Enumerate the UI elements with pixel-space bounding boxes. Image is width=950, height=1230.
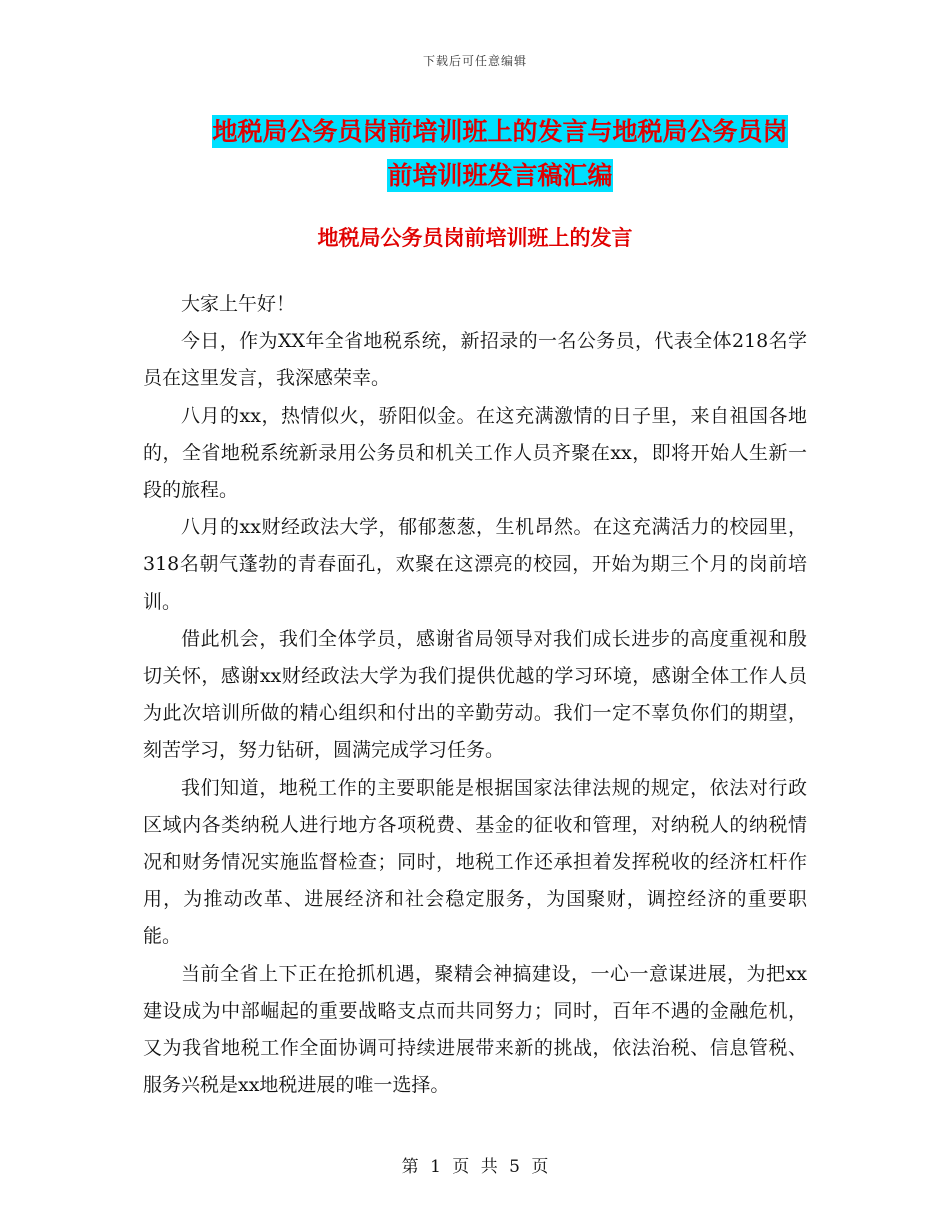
paragraph: 当前全省上下正在抢抓机遇，聚精会神搞建设，一心一意谋进展，为把xx建设成为中部崛起的重要战略支点而共同努力；同时，百年不遇的金融危机，又为我省地税工作全面协调可持续进展带来新的挑战，依法治税、信息管税、服务兴税是xx地税进展的唯一选择。 — [143, 962, 807, 1097]
paragraph-greeting: 大家上午好！ — [181, 293, 296, 315]
paragraph: 借此机会，我们全体学员，感谢省局领导对我们成长进步的高度重视和殷切关怀，感谢xx财经政法大学为我们提供优越的学习环境，感谢全体工作人员为此次培训所做的精心组织和付出的辛勤劳动。我们一定不辜负你们的期望，刻苦学习，努力钻研，圆满完成学习任务。 — [143, 627, 807, 762]
document-title-line1: 地税局公务员岗前培训班上的发言与地税局公务员岗 — [212, 117, 788, 146]
header-note: 下载后可任意编辑 — [422, 54, 527, 68]
paragraph: 八月的xx财经政法大学，郁郁葱葱，生机昂然。在这充满活力的校园里，318名朝气蓬勃的青春面孔，欢聚在这漂亮的校园，开始为期三个月的岗前培训。 — [143, 516, 807, 613]
document-body — [143, 286, 807, 1104]
page-number: 第 1 页 共 5 页 — [401, 1157, 549, 1177]
document-title-line2: 前培训班发言稿汇编 — [387, 161, 613, 190]
paragraph: 我们知道，地税工作的主要职能是根据国家法律法规的规定，依法对行政区域内各类纳税人进行地方各项税费、基金的征收和管理，对纳税人的纳税情况和财务情况实施监督检查；同时，地税工作还承担着发挥税收的经济杠杆作用，为推动改革、进展经济和社会稳定服务，为国聚财，调控经济的重要职能。 — [143, 776, 807, 948]
document-title — [180, 110, 820, 198]
paragraph: 今日，作为XX年全省地税系统，新招录的一名公务员，代表全体218名学员在这里发言，我深感荣幸。 — [143, 330, 807, 390]
section-title: 地税局公务员岗前培训班上的发言 — [317, 225, 633, 250]
paragraph: 八月的xx，热情似火，骄阳似金。在这充满激情的日子里，来自祖国各地的，全省地税系统新录用公务员和机关工作人员齐聚在xx，即将开始人生新一段的旅程。 — [143, 404, 807, 502]
